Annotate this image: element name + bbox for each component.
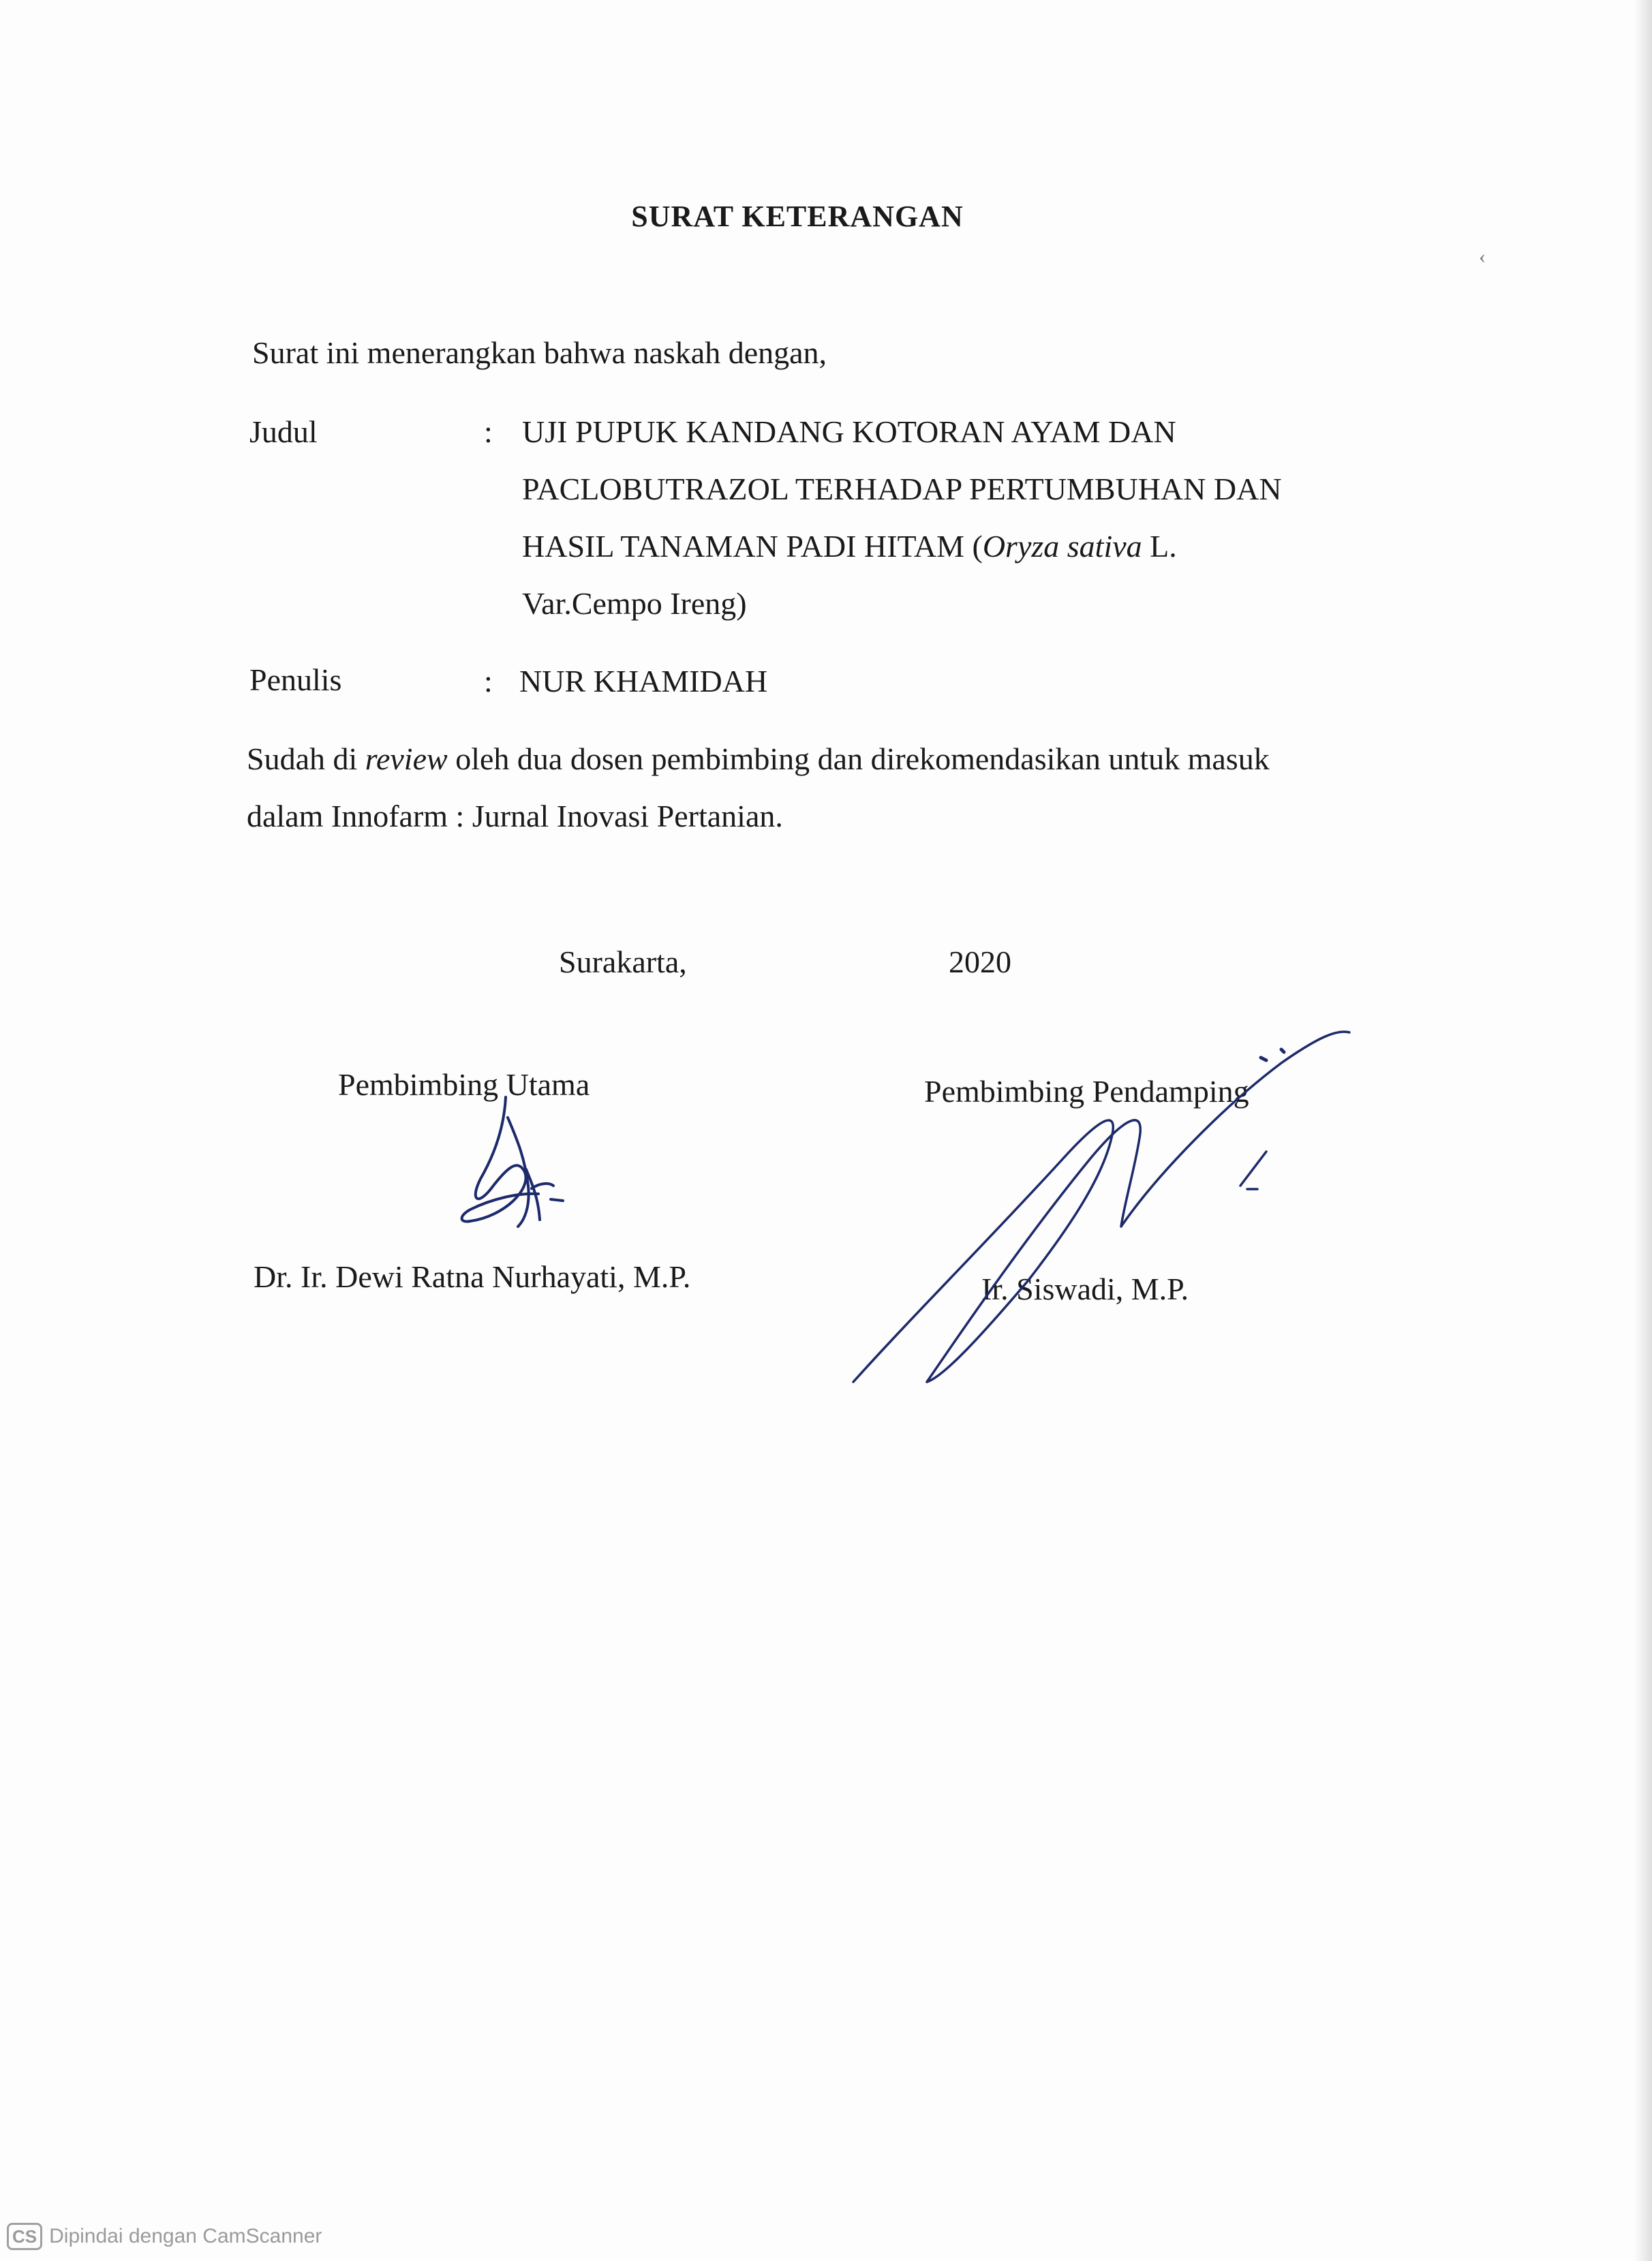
place-label: Surakarta, [559, 944, 687, 979]
statement-part-1: Sudah di [247, 741, 365, 776]
document-title: SURAT KETERANGAN [631, 200, 964, 233]
statement-line-1 [247, 730, 1270, 788]
left-signature [462, 1097, 563, 1227]
scan-edge-shadow [1634, 0, 1652, 2261]
statement-italic: review [365, 741, 448, 776]
judul-value [522, 403, 1282, 632]
right-signer-role: Pembimbing Pendamping [924, 1074, 1249, 1109]
scanner-footer-text: Dipindai dengan CamScanner [49, 2225, 322, 2247]
statement-paragraph [247, 730, 1270, 845]
statement-line-2: dalam Innofarm : Jurnal Inovasi Pertanian. [247, 799, 783, 833]
right-signer-name: Ir. Siswadi, M.P. [981, 1272, 1189, 1306]
intro-text: Surat ini menerangkan bahwa naskah dengan, [252, 335, 827, 370]
judul-line-4: Var.Cempo Ireng) [522, 586, 747, 621]
judul-line-2: PACLOBUTRAZOL TERHADAP PERTUMBUHAN DAN [522, 472, 1282, 506]
scanner-footer [7, 2223, 322, 2250]
judul-label: Judul [249, 414, 318, 449]
statement-part-2: oleh dua dosen pembimbing dan direkomendasikan untuk masuk [447, 741, 1270, 776]
judul-line-3 [522, 518, 1282, 575]
left-signer-name: Dr. Ir. Dewi Ratna Nurhayati, M.P. [254, 1259, 691, 1294]
species-name: Oryza sativa [982, 529, 1142, 564]
left-signer-role: Pembimbing Utama [338, 1067, 590, 1102]
judul-line-1: UJI PUPUK KANDANG KOTORAN AYAM DAN [522, 414, 1176, 449]
judul-colon: : [484, 414, 493, 449]
penulis-colon: : [484, 664, 493, 698]
species-author: L. [1142, 529, 1177, 564]
judul-line-3-text: HASIL TANAMAN PADI HITAM ( [522, 529, 983, 564]
camscanner-logo: CS [7, 2223, 42, 2250]
penulis-value: NUR KHAMIDAH [519, 664, 768, 698]
penulis-label: Penulis [249, 662, 342, 697]
scan-speck: ‹ [1479, 245, 1486, 268]
year-label: 2020 [949, 944, 1011, 979]
